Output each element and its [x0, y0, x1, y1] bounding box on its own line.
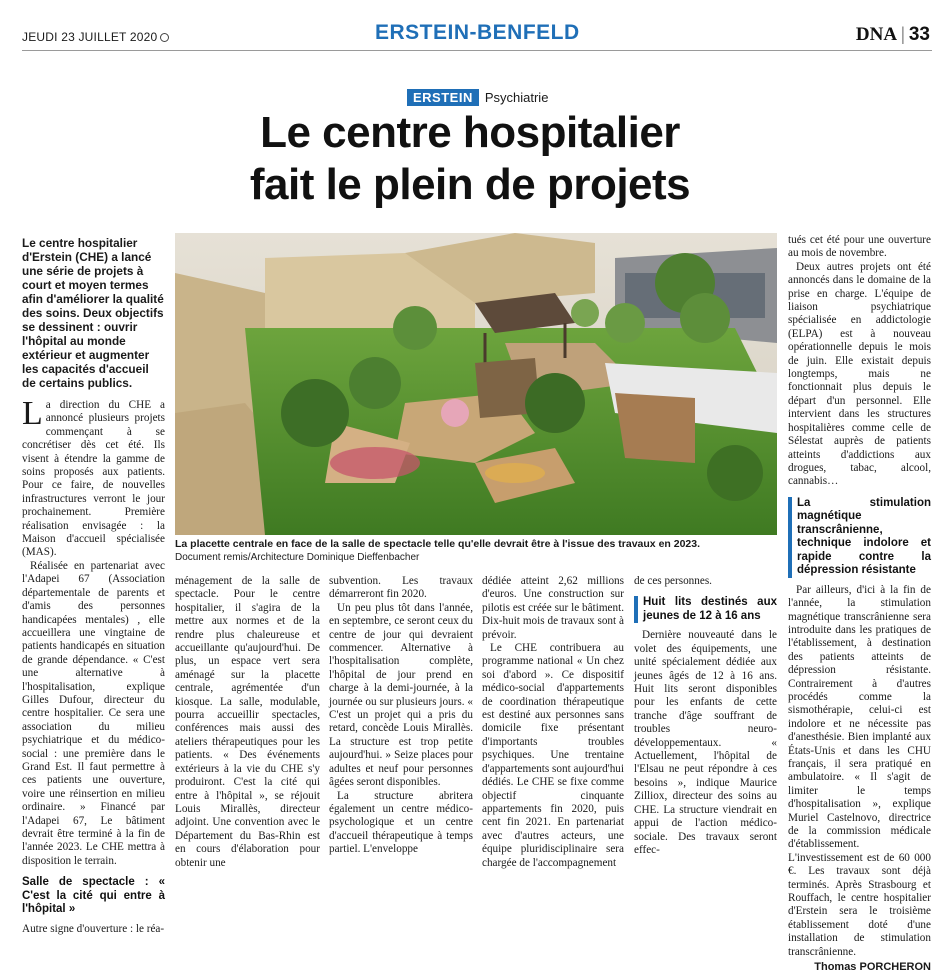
header-rule — [22, 50, 932, 51]
page-number: 33 — [908, 24, 930, 45]
location-tag: ERSTEIN — [407, 89, 479, 106]
body-paragraph: Autre signe d'ouverture : le réa- — [22, 922, 165, 935]
body-paragraph: Réalisée en partenariat avec l'Adapei 67 (Association départementale de parents et d'amis des personnes handicapées mentales) , elle accueillera une vingtaine de patients handicapés en situation de grande dépendance. « C'est une alternative à l'hospitalisation, explique Gilles Dufour, directeur du centre hospitalier. Ce sera une association du milieu psychiatrique et du médico-social : une première dans le Grand Est. Il faut permettre à ces patients une ouverture, voire une réinsertion en milieu ordinaire. » Financé par l'Adapei 67, Le bâtiment devrait être terminé à la fin de l'année 2023. Le CHE mettra à disposition le terrain. — [22, 559, 165, 867]
rendering-image — [175, 233, 777, 535]
body-paragraph: ménagement de la salle de spectacle. Pour le centre hospitalier, il s'agira de la mettre aux normes et de la rendre plus chaleureuse et accueillante qu'aujourd'hui. De plus, un espace vert sera aménagé sur la placette centrale, agrémentée d'un kiosque. La salle, modulable, pourra accueillir spectacles, conférences mais aussi des ateliers thérapeutiques pour les patients. « Des événements extérieurs à la vie du CHE s'y produiront. C'est la cité qui entre à l'hôpital », se réjouit Louis Mirallès, directeur adjoint. Une convention avec le Département du Bas-Rhin est en cours d'élaboration pour obtenir une — [175, 575, 320, 869]
body-paragraph: La structure abritera également un centre médico-psychologique et un centre d'accueil thérapeutique à temps partiel. L'enveloppe — [329, 789, 473, 856]
date-text: JEUDI 23 JUILLET 2020 — [22, 30, 158, 44]
headline-line-2: fait le plein de projets — [249, 160, 691, 209]
column-2 — [175, 575, 320, 870]
body-paragraph: tués cet été pour une ouverture au mois de novembre. — [788, 234, 931, 260]
topic-label: Psychiatrie — [484, 90, 549, 105]
brand-logo: DNA — [855, 24, 898, 45]
column-3 — [329, 575, 473, 857]
subheading: La stimulation magnétique transcrânienne, technique indolore et rapide contre la dépression résistante — [788, 497, 931, 578]
body-paragraph: Par ailleurs, d'ici à la fin de l'année, la stimulation magnétique transcrânienne sera introduite dans les pratiques de l'établissement, à destination des patients atteints de dépression résistante. Contrairement à d'autres procédés comme la sismothérapie, celui-ci est indolore et ne nécessite pas d'anesthésie. Bien implanté aux États-Unis et dans les CHU français, il sera pratiqué en ambulatoire. « Il s'agit de limiter le temps d'hospitalisation », explique Muriel Castelnovo, directrice de la commission médicale d'établissement. L'investissement est de 60 000 €. Les travaux sont déjà terminés. Après Strasbourg et Rouffach, le centre hospitalier d'Erstein sera le troisième établissement doté d'une installation de stimulation transcrânienne. — [788, 583, 931, 958]
edition-date — [22, 30, 169, 44]
circle-icon — [160, 33, 169, 42]
body-paragraph: Deux autres projets ont été annoncés dans le domaine de la prise en charge. L'équipe de liaison psychiatrique spécialisée en addictologie (ELPA) est à nouveau opérationnelle depuis le mois de juin. Elle existait depuis longtemps, mais ne fonctionnait plus depuis le départ d'un personnel. Elle intervient dans les structures hospitalières comme celle de Sélestat auprès de patients atteints d'addictions aux drogues, tabac, alcool, cannabis… — [788, 260, 931, 488]
kicker — [407, 89, 548, 106]
photo-credit: Document remis/Architecture Dominique Dieffenbacher — [175, 552, 420, 563]
photo-caption: La placette centrale en face de la salle de spectacle telle qu'elle devrait être à l'issue des travaux en 2023. — [175, 538, 701, 550]
architecture-rendering — [175, 233, 777, 535]
column-6 — [788, 234, 931, 973]
body-paragraph: subvention. Les travaux démarreront fin 2020. — [329, 575, 473, 601]
body-paragraph: Le CHE contribuera au programme national « Un chez soi d'abord ». Ce dispositif médico-social d'appartements de coordination thérapeutique est destiné aux personnes sans domicile fixe présentant d'importants troubles psychiques. Une trentaine d'appartements sont aujourd'hui dédiés. Le CHE se fixe comme objectif cinquante appartements fin 2020, puis cent fin 2021. En partenariat avec d'autres acteurs, une équipe pluridisciplinaire sera chargée de l'accompagnement — [482, 642, 624, 869]
subheading: Huit lits destinés aux jeunes de 12 à 16 ans — [634, 596, 777, 623]
masthead — [856, 24, 930, 46]
column-1 — [22, 236, 165, 936]
subheading: Salle de spectacle : « C'est la cité qui entre à l'hôpital » — [22, 876, 165, 916]
lead-paragraph: Le centre hospitalier d'Erstein (CHE) a lancé une série de projets à court et moyen termes afin d'améliorer la qualité des soins. Deux objectifs se dessinent : ouvrir l'hôpital au monde extérieur et augmenter les capacités d'accueil de certains publics. — [22, 236, 164, 390]
author-byline: Thomas PORCHERON — [814, 961, 931, 973]
headline-line-1: Le centre hospitalier — [260, 108, 680, 157]
body-paragraph: de ces personnes. — [634, 575, 712, 587]
body-paragraph: La direction du CHE a annoncé plusieurs projets commençant à se concrétiser dès cet été. Ils visent à étendre la gamme de soins proposés aux patients. Pour ce faire, de nouvelles infrastructures verront le jour prochainement. Première réalisation envisagée : la Maison d'accueil spécialisée (MAS). — [22, 395, 165, 559]
column-5 — [634, 575, 777, 857]
section-rubric: ERSTEIN-BENFELD — [375, 21, 580, 44]
body-paragraph: Un peu plus tôt dans l'année, en septembre, ce seront ceux du centre de jour qui devraient commencer. Alternative à l'hospitalisation complète, l'hôpital de jour prend en charge à la demi-journée, à la journée ou sur plusieurs jours. « C'est un projet qui a pris du retard, concède Louis Mirallès. La structure est trop petite aujourd'hui. » Seize places pour adultes et neuf pour personnes âgées seront disponibles. — [329, 601, 473, 789]
body-paragraph: Dernière nouveauté dans le volet des équipements, une unité spécialement dédiée aux jeunes âgés de 12 à 16 ans. Huit lits seront disponibles pour les enfants de cette tranche d'âge souffrant de troubles neuro-développementaux. « Actuellement, l'hôpital de l'Elsau ne peut répondre à ces besoins », indique Maurice Zilliox, directeur des soins au CHE. La structure viendrait en appui de l'action médico-sociale. Des travaux seront effec- — [634, 629, 777, 856]
column-4 — [482, 575, 624, 870]
separator: | — [901, 24, 905, 45]
body-paragraph: dédiée atteint 2,62 millions d'euros. Une construction sur pilotis est créée sur le bâtiment. Dix-huit mois de travaux sont à prévoir. — [482, 575, 624, 641]
